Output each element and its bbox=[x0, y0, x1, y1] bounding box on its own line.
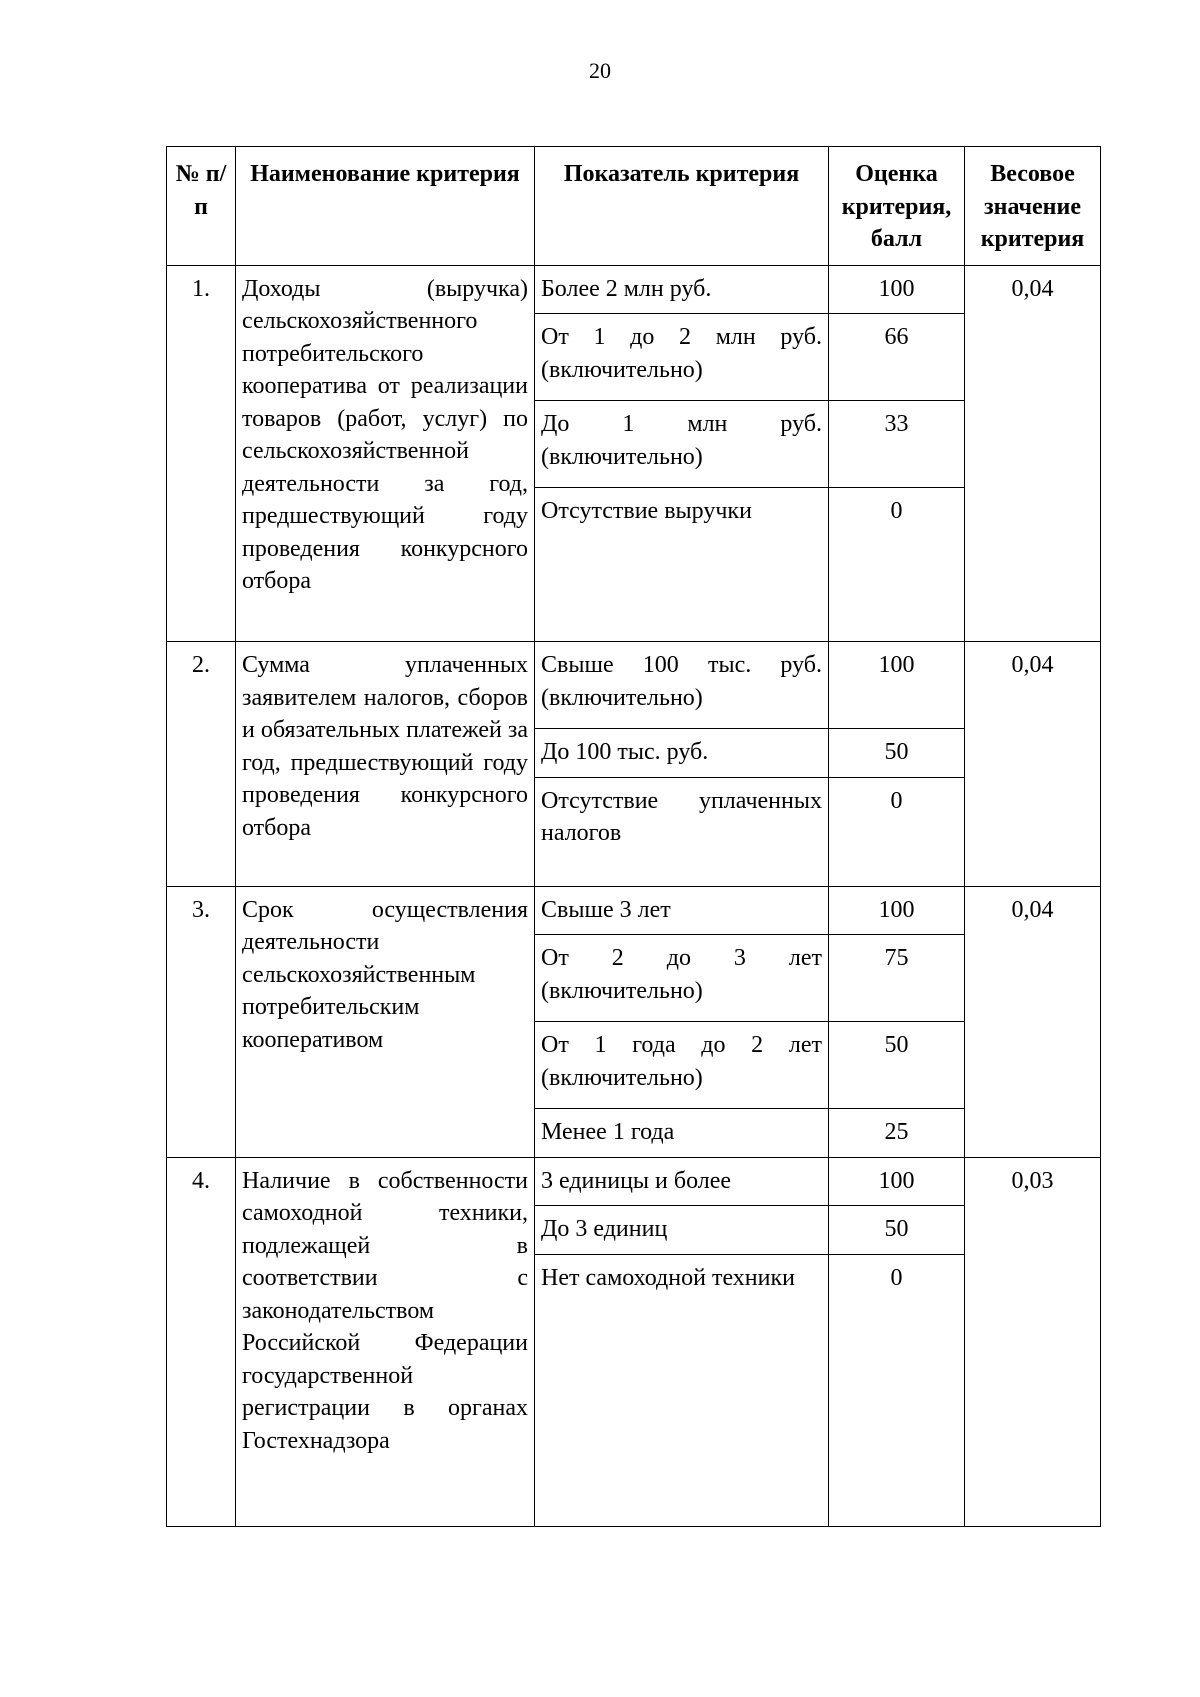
criterion-indicator: 3 единицы и более bbox=[535, 1157, 829, 1206]
criterion-score: 100 bbox=[829, 265, 965, 314]
criterion-score: 75 bbox=[829, 935, 965, 1022]
criterion-number: 1. bbox=[167, 265, 236, 642]
criterion-indicator: До 1 млн руб. (включительно) bbox=[535, 401, 829, 488]
criterion-score: 33 bbox=[829, 401, 965, 488]
header-num: № п/п bbox=[167, 147, 236, 266]
criterion-indicator: От 2 до 3 лет (включительно) bbox=[535, 935, 829, 1022]
criterion-indicator: Отсутствие выручки bbox=[535, 488, 829, 642]
criterion-score: 0 bbox=[829, 1254, 965, 1526]
criterion-weight: 0,04 bbox=[965, 642, 1101, 887]
header-score: Оценка критерия, балл bbox=[829, 147, 965, 266]
header-weight: Весовое значение критерия bbox=[965, 147, 1101, 266]
criterion-indicator: Менее 1 года bbox=[535, 1109, 829, 1158]
criterion-number: 2. bbox=[167, 642, 236, 887]
criterion-name: Доходы (выручка) сельскохозяйственного потребительского кооператива от реализации товаров (работ, услуг) по сельскохозяйственной деятельности за год, предшествующий году проведения конкурсного отбора bbox=[236, 265, 535, 642]
criterion-number: 4. bbox=[167, 1157, 236, 1526]
table-header-row bbox=[167, 147, 1101, 266]
criterion-weight: 0,03 bbox=[965, 1157, 1101, 1526]
criterion-indicator: От 1 до 2 млн руб. (включительно) bbox=[535, 314, 829, 401]
criterion-score: 50 bbox=[829, 1206, 965, 1255]
criterion-number: 3. bbox=[167, 886, 236, 1157]
header-indicator: Показатель критерия bbox=[535, 147, 829, 266]
criterion-score: 50 bbox=[829, 1022, 965, 1109]
table-row bbox=[167, 642, 1101, 729]
criterion-score: 50 bbox=[829, 729, 965, 778]
criterion-score: 0 bbox=[829, 488, 965, 642]
table-row bbox=[167, 265, 1101, 314]
page-number: 20 bbox=[589, 58, 611, 83]
criterion-score: 100 bbox=[829, 886, 965, 935]
table-row bbox=[167, 1157, 1101, 1206]
criterion-score: 100 bbox=[829, 1157, 965, 1206]
criterion-indicator: До 100 тыс. руб. bbox=[535, 729, 829, 778]
table-row bbox=[167, 886, 1101, 935]
criterion-indicator: Нет самоходной техники bbox=[535, 1254, 829, 1526]
criterion-indicator: Свыше 100 тыс. руб. (включительно) bbox=[535, 642, 829, 729]
criterion-indicator: До 3 единиц bbox=[535, 1206, 829, 1255]
criterion-score: 100 bbox=[829, 642, 965, 729]
criterion-indicator: Свыше 3 лет bbox=[535, 886, 829, 935]
criterion-score: 25 bbox=[829, 1109, 965, 1158]
header-name: Наименование критерия bbox=[236, 147, 535, 266]
criterion-indicator: От 1 года до 2 лет (включительно) bbox=[535, 1022, 829, 1109]
criterion-indicator: Отсутствие уплаченных налогов bbox=[535, 777, 829, 886]
criterion-score: 66 bbox=[829, 314, 965, 401]
criterion-indicator: Более 2 млн руб. bbox=[535, 265, 829, 314]
criterion-name: Срок осуществления деятельности сельскохозяйственным потребительским кооперативом bbox=[236, 886, 535, 1157]
criterion-name: Сумма уплаченных заявителем налогов, сборов и обязательных платежей за год, предшествующий году проведения конкурсного отбора bbox=[236, 642, 535, 887]
criterion-weight: 0,04 bbox=[965, 265, 1101, 642]
criteria-table bbox=[166, 146, 1101, 1527]
criterion-score: 0 bbox=[829, 777, 965, 886]
criterion-name: Наличие в собственности самоходной техники, подлежащей в соответствии с законодательством Российской Федерации государственной регистрации в органах Гостехнадзора bbox=[236, 1157, 535, 1526]
criterion-weight: 0,04 bbox=[965, 886, 1101, 1157]
